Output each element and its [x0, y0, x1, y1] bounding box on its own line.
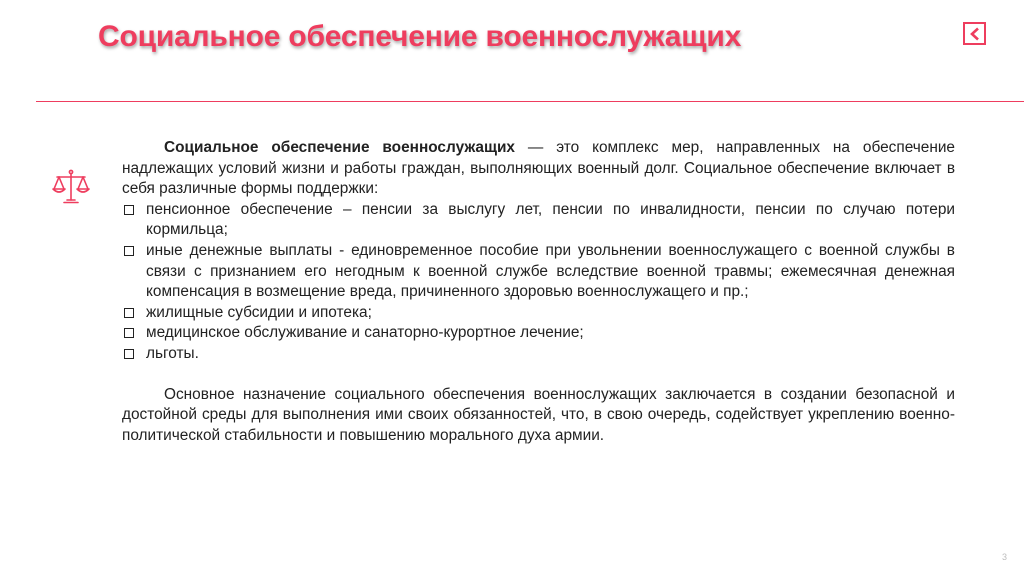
page-number: 3: [1002, 552, 1008, 562]
checkbox-bullet-icon: [124, 308, 134, 318]
intro-term: Социальное обеспечение военнослужащих: [164, 139, 515, 156]
conclusion-paragraph: Основное назначение социального обеспечения военнослужащих заключается в создании безопасной и достойной среды для выполнения ими своих обязанностей, что, в свою очередь, содействует укреплению военно-политической стабильности и повышению морального духа армии.: [122, 385, 955, 444]
back-button[interactable]: [963, 22, 986, 45]
list-item: медицинское обслуживание и санаторно-курортное лечение;: [122, 323, 955, 344]
page-title: Социальное обеспечение военнослужащих: [98, 20, 742, 53]
intro-paragraph: [122, 138, 955, 200]
scales-icon: [51, 167, 91, 207]
intro-text: — это комплекс мер, направленных на обеспечение надлежащих условий жизни и работы граждан, выполняющих военный долг. Социальное обеспечение включает в себя различные формы поддержки:: [122, 139, 955, 198]
checkbox-bullet-icon: [124, 349, 134, 359]
chevron-left-icon: [969, 27, 981, 41]
header-divider: [36, 101, 1024, 102]
checkbox-bullet-icon: [124, 205, 134, 215]
support-forms-list: [122, 200, 955, 365]
list-item: жилищные субсидии и ипотека;: [122, 303, 955, 324]
list-item: пенсионное обеспечение – пенсии за выслугу лет, пенсии по инвалидности, пенсии по случаю потери кормильца;: [122, 200, 955, 241]
paragraph-spacer: [122, 365, 955, 385]
checkbox-bullet-icon: [124, 246, 134, 256]
list-item: иные денежные выплаты - единовременное пособие при увольнении военнослужащего с военной службы в связи с признанием его негодным к военной службе вследствие военной травмы; ежемесячная денежная компенсация в возмещение вреда, причиненного здоровью военнослужащего и пр.;: [122, 241, 955, 303]
checkbox-bullet-icon: [124, 328, 134, 338]
main-content: [122, 138, 955, 446]
list-item: льготы.: [122, 344, 955, 365]
